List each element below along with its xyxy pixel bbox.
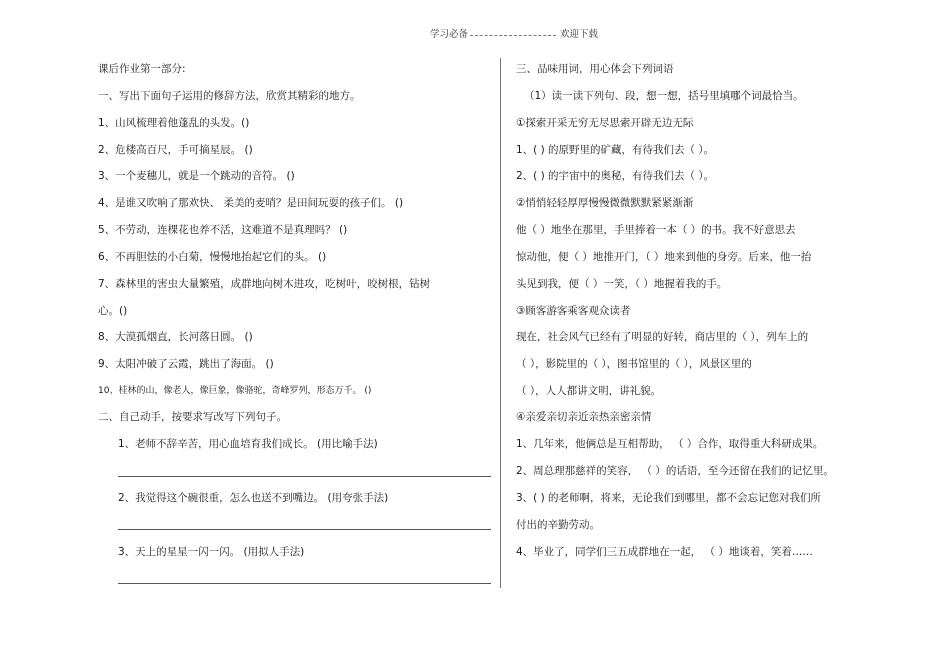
rhetoric-item-4: 4、是谁又吹响了那欢快、 柔美的麦哨？是田间玩耍的孩子们。 () [98,197,404,209]
section1-heading: 一、写出下面句子运用的修辞方法，欣赏其精彩的地方。 [98,90,361,102]
rhetoric-item-3: 3、一个麦穗儿，就是一个跳动的音符。 () [98,170,295,182]
fill-sentence-1-1: 1、( ) 的原野里的矿藏，有待我们去（ ）。 [516,144,715,156]
fill-sentence-4-2: 2、周总理那慈祥的笑容， （ ）的话语，至今还留在我们的记忆里。 [516,465,834,477]
section3-instruction: （1）读一读下列句、段，想一想，括号里填哪个词最恰当。 [524,90,804,102]
rhetoric-item-10: 10、桂林的山，像老人，像巨象，像骆驼，奇峰罗列，形态万千。 () [98,386,372,396]
fill-paragraph-2-line-2: 惊动他，便（ ）地推开门，（ ）地来到他的身旁。后来，他一抬 [516,251,812,263]
rhetoric-item-8: 8、大漠孤烟直，长河落日圆。 () [98,331,253,343]
rhetoric-item-2: 2、危楼高百尺，手可摘星辰。 () [98,144,253,156]
fill-sentence-4-1: 1、几年来，他俩总是互相帮助， （ ）合作，取得重大科研成果。 [516,438,824,450]
rewrite-item-3: 3、天上的星星一闪一闪。 (用拟人手法) [118,546,305,558]
rhetoric-item-7-cont: 心。() [98,305,128,317]
section3-heading: 三、品味用词，用心体会下列词语 [516,63,674,75]
rewrite-item-1: 1、老师不辞辛苦，用心血培育我们成长。 (用比喻手法) [118,438,378,450]
word-group-1: ①探索开采无穷无尽思索开辟无边无际 [516,117,694,129]
fill-paragraph-3-line-1: 现在，社会风气已经有了明显的好转，商店里的（ ），列车上的 [516,331,809,343]
fill-sentence-4-4: 4、毕业了，同学们三五成群地在一起， （ ）地谈着，笑着…… [516,546,813,558]
fill-paragraph-3-line-3: （ ），人人都讲文明，讲礼貌。 [516,385,662,397]
page-header [0,26,950,40]
fill-paragraph-2-line-3: 头见到我，便（ ）一笑，（ ）地握着我的手。 [516,278,728,290]
word-group-2: ②悄悄轻轻厚厚慢慢微微默默紧紧渐渐 [516,197,694,209]
header-dashed-rule [470,35,556,36]
rhetoric-item-6: 6、不再胆怯的小白菊，慢慢地抬起它们的头。 () [98,251,327,263]
fill-sentence-1-2: 2、( ) 的宇宙中的奥秘，有待我们去（ ）。 [516,170,715,182]
answer-line-1[interactable] [118,476,491,477]
fill-paragraph-3-line-2: （ ），影院里的（ ），图书馆里的（ ），风景区里的 [516,358,752,370]
fill-sentence-4-3: 3、( ) 的老师啊，将来，无论我们到哪里，都不会忘记您对我们所 [516,492,822,504]
rewrite-item-2: 2、我觉得这个碗很重，怎么也送不到嘴边。 (用夸张手法) [118,492,389,504]
header-left-text: 学习必备 [430,29,469,40]
section2-heading: 二、自己动手，按要求写改写下列句子。 [98,411,287,423]
answer-line-3[interactable] [118,583,491,584]
rhetoric-item-7: 7、森林里的害虫大量繁殖，成群地向树木进攻，吃树叶，咬树根，钻树 [98,278,431,290]
rhetoric-item-1: 1、山风梳理着他蓬乱的头发。() [98,117,250,129]
fill-paragraph-2-line-1: 他（ ）地坐在那里，手里捧着一本（ ）的书。我不好意思去 [516,224,796,236]
header-right-text: 欢迎下载 [560,29,599,40]
word-group-3: ③顾客游客乘客观众读者 [516,305,631,317]
answer-line-2[interactable] [118,529,491,530]
word-group-4: ④亲爱亲切亲近亲热亲密亲情 [516,411,652,423]
fill-sentence-4-3-cont: 付出的辛勤劳动。 [516,519,600,531]
rhetoric-item-9: 9、太阳冲破了云霞，跳出了海面。 () [98,358,274,370]
column-divider [500,58,501,588]
homework-title: 课后作业第一部分: [98,63,186,75]
rhetoric-item-5: 5、不劳动，连棵花也养不活，这难道不是真理吗？ () [98,224,348,236]
